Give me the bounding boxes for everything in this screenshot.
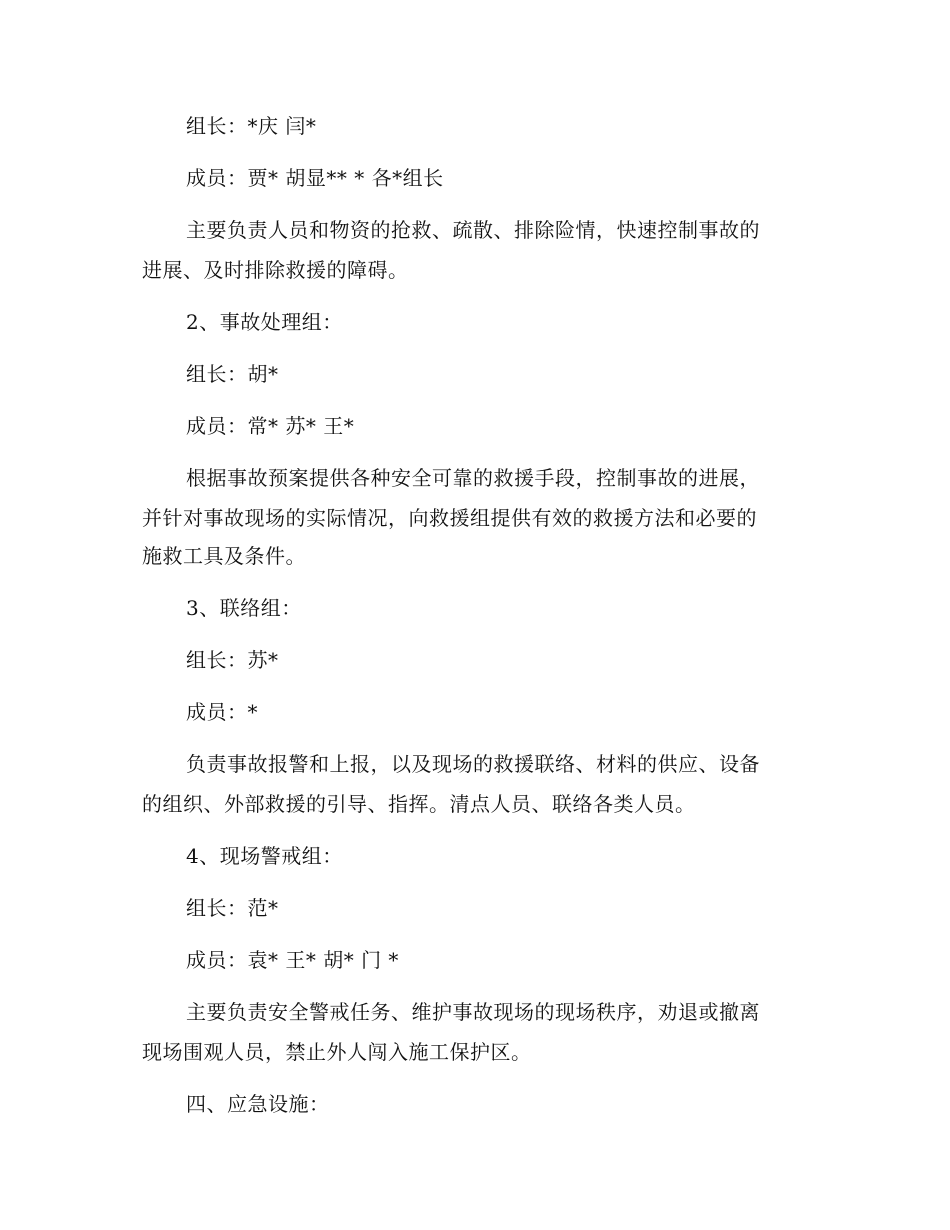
security-group-leader: 组长：范* xyxy=(186,896,279,920)
liaison-group-duty-line-1: 负责事故报警和上报，以及现场的救援联络、材料的供应、设备 xyxy=(186,752,760,776)
section-heading-liaison: 3、联络组： xyxy=(186,596,302,620)
security-group-members: 成员：袁* 王* 胡* 门 * xyxy=(186,948,399,972)
handling-group-duty-line-1: 根据事故预案提供各种安全可靠的救援手段，控制事故的进展， xyxy=(186,466,760,490)
liaison-group-members: 成员：* xyxy=(186,700,258,724)
section-heading-emergency-facilities: 四、应急设施： xyxy=(186,1092,330,1116)
handling-group-duty-line-2: 并针对事故现场的实际情况，向救援组提供有效的救援方法和必要的 xyxy=(142,506,757,530)
liaison-group-leader: 组长：苏* xyxy=(186,648,279,672)
handling-group-members: 成员：常* 苏* 王* xyxy=(186,414,355,438)
section-heading-site-security: 4、现场警戒组： xyxy=(186,844,343,868)
rescue-group-duty-line-1: 主要负责人员和物资的抢救、疏散、排除险情，快速控制事故的 xyxy=(186,218,760,242)
rescue-group-duty-line-2: 进展、及时排除救援的障碍。 xyxy=(142,258,409,282)
handling-group-leader: 组长：胡* xyxy=(186,362,279,386)
rescue-group-members: 成员：贾* 胡显** * 各*组长 xyxy=(186,166,444,190)
liaison-group-duty-line-2: 的组织、外部救援的引导、指挥。清点人员、联络各类人员。 xyxy=(142,792,696,816)
handling-group-duty-line-3: 施救工具及条件。 xyxy=(142,544,306,568)
security-group-duty-line-1: 主要负责安全警戒任务、维护事故现场的现场秩序，劝退或撤离 xyxy=(186,1000,760,1024)
section-heading-accident-handling: 2、事故处理组： xyxy=(186,310,343,334)
security-group-duty-line-2: 现场围观人员，禁止外人闯入施工保护区。 xyxy=(142,1040,532,1064)
rescue-group-leader: 组长：*庆 闫* xyxy=(186,114,317,138)
